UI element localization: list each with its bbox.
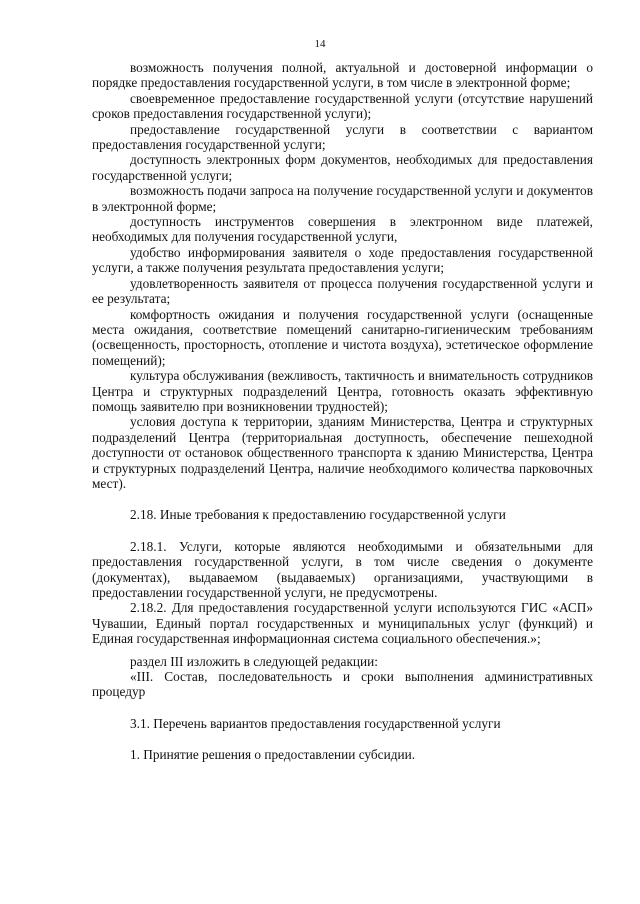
paragraph-access-conditions: условия доступа к территории, зданиям Министерства, Центра и структурных подразделений Центра (территориальная доступность, обеспечение пешеходной доступности от остановок общественного транспорта к зданию Министерства, Центра и структурных подразделений Центра, наличие необходимого количества парковочных мест). bbox=[92, 414, 593, 491]
paragraph-section-3-title: «III. Состав, последовательность и сроки выполнения административных процедур bbox=[92, 669, 593, 700]
paragraph-electronic-forms: доступность электронных форм документов, необходимых для предоставления государственной услуги; bbox=[92, 152, 593, 183]
paragraph-2-18-1: 2.18.1. Услуги, которые являются необходимыми и обязательными для предоставления государственной услуги, в том числе сведения о документе (документах), выдаваемом (выдаваемых) организациями, участвующими в предоставлении государственной услуги, не предусмотрены. bbox=[92, 538, 593, 600]
paragraph-information-access: возможность получения полной, актуальной и достоверной информации о порядке предоставления государственной услуги, в том числе в электронной форме; bbox=[92, 60, 593, 91]
paragraph-timely-service: своевременное предоставление государственной услуги (отсутствие нарушений сроков предоставления государственной услуги); bbox=[92, 90, 593, 122]
paragraph-section-3-intro: раздел III изложить в следующей редакции: bbox=[130, 653, 378, 669]
document-body bbox=[92, 60, 593, 763]
paragraph-waiting-comfort: комфортность ожидания и получения государственной услуги (оснащенные места ожидания, соответствие помещений санитарно-гигиеническим требованиям (освещенность, просторность, отопление и чистота воздуха), эстетическое оформление помещений); bbox=[92, 306, 593, 368]
section-heading-2-18: 2.18. Иные требования к предоставлению государственной услуги bbox=[130, 507, 506, 523]
paragraph-electronic-request: возможность подачи запроса на получение государственной услуги и документов в электронной форме; bbox=[92, 183, 593, 214]
paragraph-informing-applicant: удобство информирования заявителя о ходе предоставления государственной услуги, а также получения результата предоставления услуги; bbox=[92, 244, 593, 276]
paragraph-service-variant: предоставление государственной услуги в соответствии с вариантом предоставления государственной услуги; bbox=[92, 121, 593, 153]
paragraph-3-1: 3.1. Перечень вариантов предоставления государственной услуги bbox=[130, 715, 501, 731]
page-number: 14 bbox=[314, 38, 326, 50]
paragraph-2-18-2: 2.18.2. Для предоставления государственной услуги используются ГИС «АСП» Чувашии, Единый портал государственных и муниципальных услуг (функций) и Единая государственная информационная система социального обеспечения.»; bbox=[92, 600, 593, 647]
paragraph-3-1-item-1: 1. Принятие решения о предоставлении субсидии. bbox=[130, 747, 416, 763]
paragraph-service-culture: культура обслуживания (вежливость, тактичность и внимательность сотрудников Центра и структурных подразделений Центра, готовность оказать эффективную помощь заявителю при возникновении трудностей); bbox=[92, 368, 593, 414]
paragraph-applicant-satisfaction: удовлетворенность заявителя от процесса получения государственной услуги и ее результата; bbox=[92, 275, 593, 307]
paragraph-electronic-payments: доступность инструментов совершения в электронном виде платежей, необходимых для получения государственной услуги, bbox=[92, 214, 593, 245]
